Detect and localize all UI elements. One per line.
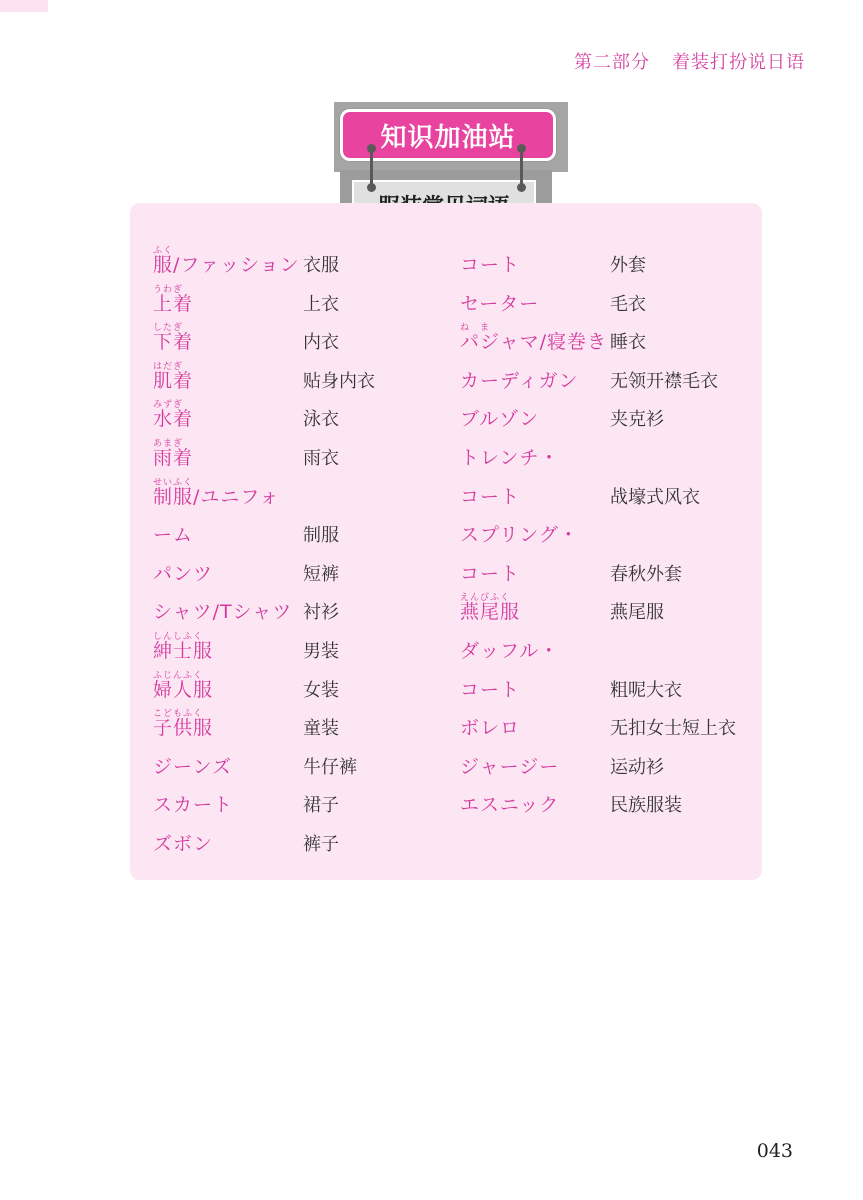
vocab-meaning: 女装 bbox=[303, 679, 339, 701]
vocab-row bbox=[460, 363, 760, 393]
furigana-reading: ふく bbox=[153, 246, 174, 256]
hanger-left bbox=[370, 148, 373, 188]
vocab-term: 紳士服 bbox=[153, 640, 214, 662]
vocab-row bbox=[153, 363, 453, 393]
furigana-reading: したぎ bbox=[153, 323, 184, 334]
vocab-row bbox=[153, 826, 453, 856]
vocab-meaning: 粗呢大衣 bbox=[610, 679, 682, 701]
vocab-term: ブルゾン bbox=[460, 408, 540, 431]
vocab-row bbox=[153, 401, 453, 431]
vocab-meaning: 裙子 bbox=[303, 795, 339, 817]
vocab-row bbox=[153, 440, 453, 470]
vocab-term: スカート bbox=[153, 794, 234, 817]
vocab-row bbox=[460, 672, 760, 702]
vocab-term: 上着 bbox=[153, 292, 194, 315]
vocab-term: コート bbox=[460, 485, 521, 508]
furigana-reading: しんしふく bbox=[153, 632, 204, 642]
vocab-term: 肌着 bbox=[153, 369, 194, 392]
furigana-reading: はだぎ bbox=[153, 361, 184, 372]
furigana-reading: こどもふく bbox=[153, 709, 204, 720]
vocab-term: パジャマ/寝巻き bbox=[460, 331, 608, 354]
vocab-meaning: 牛仔裤 bbox=[303, 756, 357, 778]
vocab-term: ズボン bbox=[153, 833, 214, 855]
vocab-meaning: 衣服 bbox=[303, 255, 339, 276]
vocab-row bbox=[460, 594, 760, 624]
page-number: 043 bbox=[756, 1140, 793, 1162]
vocab-term: セーター bbox=[460, 292, 540, 315]
vocab-term: 雨着 bbox=[153, 447, 194, 469]
vocab-row bbox=[460, 517, 760, 547]
vocab-row bbox=[153, 710, 453, 740]
vocab-meaning: 衬衫 bbox=[303, 602, 339, 624]
vocab-meaning: 泳衣 bbox=[303, 409, 339, 431]
vocab-meaning: 男装 bbox=[303, 641, 339, 662]
vocab-row bbox=[460, 633, 760, 663]
vocab-meaning: 毛衣 bbox=[610, 293, 646, 315]
vocab-row bbox=[153, 787, 453, 817]
furigana-reading: うわぎ bbox=[153, 284, 184, 295]
vocab-row bbox=[460, 749, 760, 779]
furigana-reading: あまぎ bbox=[153, 439, 184, 449]
vocab-meaning: 无领开襟毛衣 bbox=[610, 370, 718, 392]
furigana-reading: ふじんふく bbox=[153, 670, 204, 681]
furigana-reading: えんびふく bbox=[460, 593, 511, 604]
furigana-reading: せいふく bbox=[153, 477, 194, 488]
vocab-term: 婦人服 bbox=[153, 678, 214, 701]
vocab-term: パンツ bbox=[153, 562, 214, 585]
vocab-term: 下着 bbox=[153, 331, 194, 354]
vocab-meaning: 春秋外套 bbox=[610, 563, 682, 585]
vocab-row bbox=[460, 556, 760, 586]
vocab-term: エスニック bbox=[460, 794, 560, 817]
vocab-meaning: 上衣 bbox=[303, 293, 339, 315]
vocab-column-right bbox=[460, 203, 768, 880]
vocab-term: 水着 bbox=[153, 408, 194, 431]
vocab-term: トレンチ・ bbox=[460, 447, 560, 469]
vocab-row bbox=[153, 247, 453, 277]
corner-mark bbox=[0, 0, 48, 12]
vocab-term: ダッフル・ bbox=[460, 640, 560, 662]
furigana-reading: みずぎ bbox=[153, 400, 184, 411]
vocab-row bbox=[460, 324, 760, 354]
section-label: 第二部分 bbox=[574, 52, 650, 73]
vocab-meaning: 制服 bbox=[303, 525, 339, 547]
vocab-row bbox=[460, 247, 760, 277]
vocab-term: シャツ/Tシャツ bbox=[153, 601, 293, 624]
vocab-meaning: 贴身内衣 bbox=[303, 370, 375, 392]
vocab-row bbox=[153, 517, 453, 547]
vocabulary-panel bbox=[130, 203, 762, 880]
vocab-row bbox=[460, 710, 760, 740]
vocab-meaning: 童装 bbox=[303, 718, 339, 740]
vocab-meaning: 燕尾服 bbox=[610, 602, 664, 624]
vocab-term: ーム bbox=[153, 524, 194, 547]
vocab-row bbox=[460, 286, 760, 316]
vocab-term: ジーンズ bbox=[153, 755, 233, 778]
vocab-meaning: 战壕式风衣 bbox=[610, 486, 700, 508]
vocab-row bbox=[153, 672, 453, 702]
title-box: 知识加油站 bbox=[340, 109, 556, 161]
vocab-term: コート bbox=[460, 254, 521, 276]
vocab-meaning: 运动衫 bbox=[610, 756, 664, 778]
vocab-column-left bbox=[153, 203, 461, 880]
vocab-meaning: 裤子 bbox=[303, 834, 339, 855]
vocab-row bbox=[153, 749, 453, 779]
vocab-meaning: 夹克衫 bbox=[610, 409, 664, 431]
vocab-row bbox=[460, 440, 760, 470]
vocab-term: 服/ファッション bbox=[153, 254, 300, 276]
vocab-term: 燕尾服 bbox=[460, 601, 521, 624]
vocab-row bbox=[153, 633, 453, 663]
vocab-term: 子供服 bbox=[153, 717, 214, 740]
vocab-row bbox=[153, 556, 453, 586]
vocab-meaning: 睡衣 bbox=[610, 332, 646, 354]
vocab-meaning: 雨衣 bbox=[303, 448, 339, 469]
vocab-meaning: 民族服装 bbox=[610, 795, 682, 817]
running-header bbox=[574, 48, 805, 74]
vocab-term: スプリング・ bbox=[460, 524, 579, 547]
vocab-row bbox=[153, 286, 453, 316]
vocab-row bbox=[460, 787, 760, 817]
hanger-right bbox=[520, 148, 523, 188]
vocab-term: 制服/ユニフォ bbox=[153, 485, 280, 508]
vocab-row bbox=[153, 324, 453, 354]
vocab-term: ボレロ bbox=[460, 717, 521, 740]
vocab-row bbox=[460, 401, 760, 431]
vocab-term: ジャージー bbox=[460, 755, 560, 778]
furigana-reading: ね ま bbox=[460, 323, 491, 334]
vocab-term: カーディガン bbox=[460, 369, 579, 392]
vocab-row bbox=[460, 479, 760, 509]
vocab-meaning: 无扣女士短上衣 bbox=[610, 718, 736, 740]
vocab-meaning: 短裤 bbox=[303, 563, 339, 585]
vocab-meaning: 外套 bbox=[610, 255, 646, 276]
vocab-meaning: 内衣 bbox=[303, 332, 339, 354]
vocab-row bbox=[153, 594, 453, 624]
vocab-term: コート bbox=[460, 678, 521, 701]
vocab-term: コート bbox=[460, 562, 521, 585]
vocab-row bbox=[153, 479, 453, 509]
chapter-title: 着装打扮说日语 bbox=[672, 52, 805, 73]
